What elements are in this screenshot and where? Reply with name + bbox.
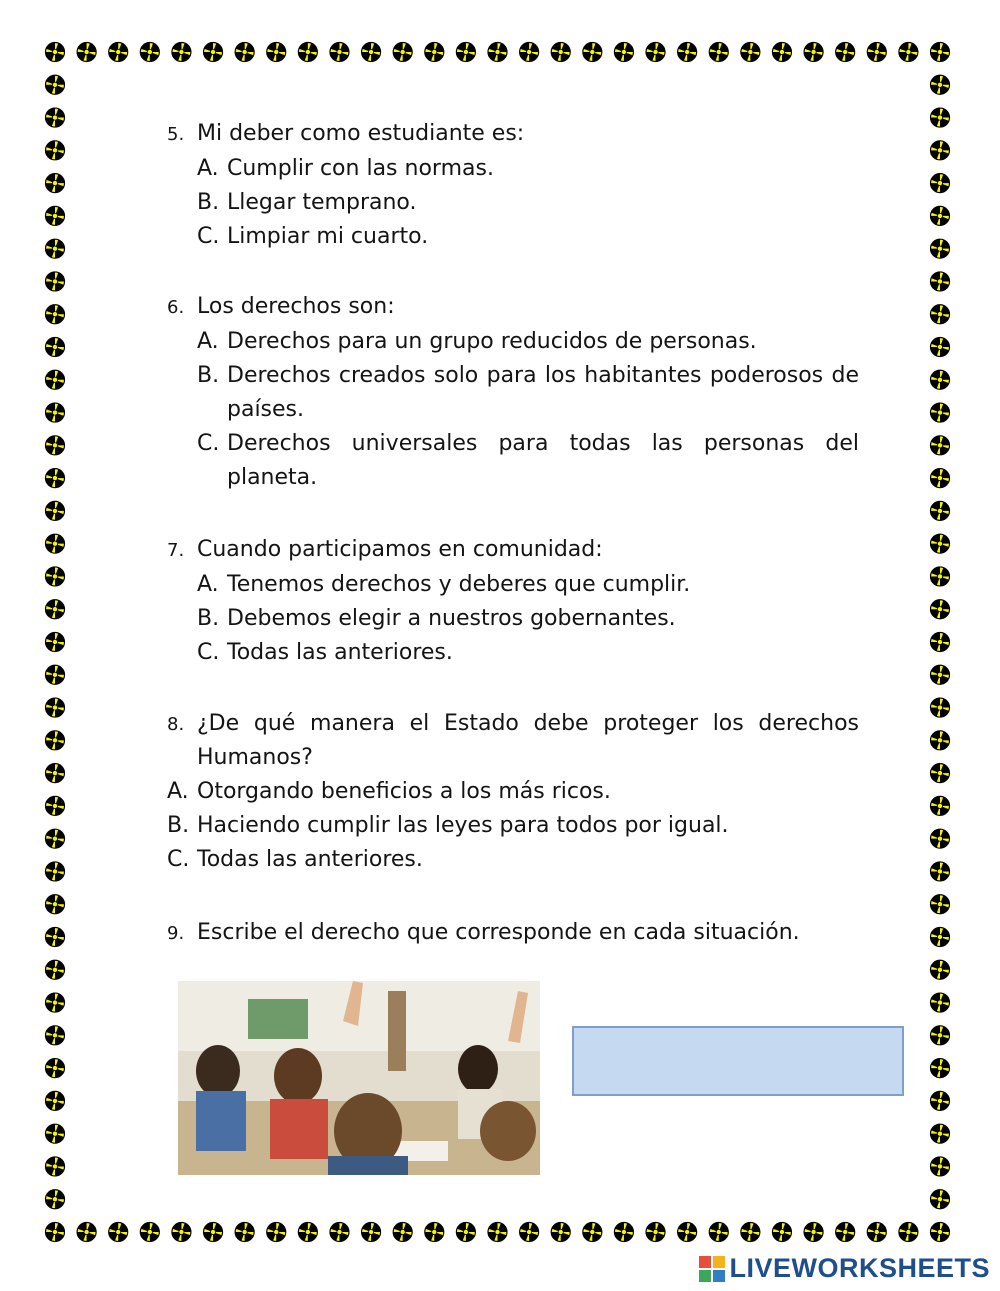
radiation-icon — [583, 1223, 602, 1242]
question-text: Escribe el derecho que corresponde en cada situación. — [197, 920, 800, 945]
radiation-icon — [867, 43, 886, 62]
radiation-icon — [551, 1223, 570, 1242]
radiation-icon — [140, 43, 159, 62]
option-letter: C. — [167, 847, 190, 872]
option-text: Llegar temprano. — [227, 190, 417, 215]
radiation-icon — [393, 43, 412, 62]
radiation-icon — [46, 731, 65, 750]
radiation-icon — [931, 1026, 950, 1045]
question-9 — [167, 916, 859, 951]
option-letter: B. — [167, 813, 190, 838]
option-b[interactable] — [167, 602, 859, 636]
radiation-icon — [614, 43, 633, 62]
radiation-icon — [235, 43, 254, 62]
radiation-icon — [46, 993, 65, 1012]
radiation-icon — [46, 501, 65, 520]
option-letter: C. — [197, 640, 220, 665]
radiation-icon — [804, 43, 823, 62]
radiation-icon — [741, 43, 760, 62]
question-8 — [167, 707, 859, 877]
radiation-icon — [931, 1091, 950, 1110]
radiation-icon — [46, 698, 65, 717]
radiation-icon — [267, 1223, 286, 1242]
radiation-icon — [931, 698, 950, 717]
liveworksheets-logo-icon — [699, 1256, 725, 1282]
radiation-icon — [204, 43, 223, 62]
radiation-icon — [931, 75, 950, 94]
radiation-icon — [931, 764, 950, 783]
option-c[interactable] — [167, 636, 859, 670]
radiation-icon — [46, 239, 65, 258]
option-a[interactable] — [167, 775, 859, 809]
radiation-icon — [46, 665, 65, 684]
radiation-icon — [931, 633, 950, 652]
radiation-icon — [109, 1223, 128, 1242]
option-letter: B. — [197, 363, 220, 388]
radiation-icon — [488, 43, 507, 62]
radiation-icon — [931, 305, 950, 324]
radiation-icon — [804, 1223, 823, 1242]
radiation-icon — [709, 1223, 728, 1242]
option-text: Derechos para un grupo reducidos de personas. — [227, 329, 757, 354]
option-b[interactable] — [167, 359, 859, 427]
radiation-icon — [46, 370, 65, 389]
radiation-icon — [772, 1223, 791, 1242]
option-letter: A. — [197, 572, 219, 597]
radiation-icon — [46, 895, 65, 914]
radiation-icon — [583, 43, 602, 62]
radiation-icon — [646, 43, 665, 62]
radiation-icon — [140, 1223, 159, 1242]
radiation-icon — [646, 1223, 665, 1242]
radiation-icon — [931, 960, 950, 979]
radiation-icon — [393, 1223, 412, 1242]
option-b[interactable] — [167, 809, 859, 843]
option-text: Todas las anteriores. — [197, 847, 423, 872]
radiation-icon — [362, 43, 381, 62]
question-7 — [167, 533, 859, 670]
radiation-icon — [46, 1059, 65, 1078]
radiation-icon — [899, 1223, 918, 1242]
radiation-icon — [46, 469, 65, 488]
logo-text: LIVEWORKSHEETS — [729, 1253, 990, 1283]
radiation-icon — [362, 1223, 381, 1242]
option-c[interactable] — [167, 220, 859, 254]
radiation-icon — [46, 43, 65, 62]
question-text: Mi deber como estudiante es: — [197, 121, 525, 146]
radiation-icon — [46, 764, 65, 783]
option-text: Derechos universales para todas las personas del planeta. — [227, 431, 859, 490]
radiation-icon — [931, 796, 950, 815]
radiation-icon — [931, 534, 950, 553]
radiation-icon — [46, 1124, 65, 1143]
option-letter: A. — [197, 329, 219, 354]
radiation-icon — [425, 1223, 444, 1242]
radiation-icon — [931, 1223, 950, 1242]
option-text: Cumplir con las normas. — [227, 156, 494, 181]
radiation-icon — [298, 43, 317, 62]
radiation-icon — [46, 436, 65, 455]
option-letter: A. — [167, 779, 189, 804]
radiation-icon — [46, 600, 65, 619]
radiation-icon — [172, 43, 191, 62]
option-letter: C. — [197, 431, 220, 456]
radiation-icon — [772, 43, 791, 62]
radiation-icon — [456, 43, 475, 62]
radiation-icon — [46, 829, 65, 848]
radiation-icon — [456, 1223, 475, 1242]
radiation-icon — [741, 1223, 760, 1242]
radiation-icon — [931, 174, 950, 193]
radiation-icon — [46, 567, 65, 586]
question-number: 5. — [167, 124, 185, 145]
radiation-icon — [330, 1223, 349, 1242]
radiation-icon — [931, 1157, 950, 1176]
radiation-icon — [46, 305, 65, 324]
question-5 — [167, 117, 859, 254]
radiation-icon — [46, 796, 65, 815]
radiation-icon — [931, 108, 950, 127]
radiation-icon — [235, 1223, 254, 1242]
radiation-icon — [204, 1223, 223, 1242]
question-number: 6. — [167, 297, 185, 318]
radiation-icon — [330, 43, 349, 62]
radiation-icon — [931, 567, 950, 586]
option-text: Debemos elegir a nuestros gobernantes. — [227, 606, 676, 631]
radiation-icon — [46, 928, 65, 947]
radiation-icon — [46, 633, 65, 652]
radiation-icon — [46, 1091, 65, 1110]
option-b[interactable] — [167, 186, 859, 220]
option-a[interactable] — [167, 152, 859, 186]
radiation-icon — [931, 141, 950, 160]
radiation-icon — [77, 43, 96, 62]
radiation-icon — [931, 1124, 950, 1143]
radiation-icon — [836, 1223, 855, 1242]
radiation-icon — [425, 43, 444, 62]
option-letter: B. — [197, 606, 220, 631]
option-letter: B. — [197, 190, 220, 215]
question-text: ¿De qué manera el Estado debe proteger los derechos Humanos? — [197, 711, 859, 770]
option-a[interactable] — [167, 568, 859, 602]
radiation-icon — [931, 1059, 950, 1078]
radiation-icon — [931, 469, 950, 488]
question-number: 8. — [167, 714, 185, 735]
radiation-icon — [931, 665, 950, 684]
option-letter: A. — [197, 156, 219, 181]
radiation-icon — [520, 43, 539, 62]
classroom-photo — [178, 981, 540, 1175]
option-c[interactable] — [167, 843, 859, 877]
radiation-icon — [46, 272, 65, 291]
radiation-icon — [931, 501, 950, 520]
radiation-icon — [172, 1223, 191, 1242]
radiation-icon — [678, 43, 697, 62]
radiation-icon — [46, 403, 65, 422]
option-c[interactable] — [167, 427, 859, 495]
radiation-icon — [109, 43, 128, 62]
liveworksheets-logo — [699, 1253, 990, 1284]
radiation-icon — [46, 174, 65, 193]
radiation-icon — [46, 75, 65, 94]
radiation-icon — [931, 338, 950, 357]
radiation-icon — [551, 43, 570, 62]
radiation-icon — [931, 370, 950, 389]
radiation-icon — [46, 862, 65, 881]
radiation-icon — [614, 1223, 633, 1242]
option-text: Todas las anteriores. — [227, 640, 453, 665]
radiation-icon — [46, 206, 65, 225]
option-text: Haciendo cumplir las leyes para todos por igual. — [197, 813, 729, 838]
option-text: Otorgando beneficios a los más ricos. — [197, 779, 611, 804]
radiation-icon — [931, 600, 950, 619]
radiation-icon — [520, 1223, 539, 1242]
radiation-icon — [46, 1190, 65, 1209]
radiation-icon — [298, 1223, 317, 1242]
option-a[interactable] — [167, 325, 859, 359]
answer-input-box[interactable] — [572, 1026, 904, 1096]
radiation-icon — [931, 239, 950, 258]
radiation-icon — [931, 829, 950, 848]
question-number: 9. — [167, 923, 185, 944]
option-text: Tenemos derechos y deberes que cumplir. — [227, 572, 691, 597]
radiation-icon — [46, 960, 65, 979]
radiation-icon — [77, 1223, 96, 1242]
radiation-icon — [46, 108, 65, 127]
option-letter: C. — [197, 224, 220, 249]
radiation-icon — [931, 862, 950, 881]
radiation-icon — [931, 436, 950, 455]
radiation-icon — [931, 928, 950, 947]
radiation-icon — [899, 43, 918, 62]
radiation-icon — [488, 1223, 507, 1242]
radiation-icon — [867, 1223, 886, 1242]
radiation-icon — [46, 141, 65, 160]
radiation-icon — [931, 403, 950, 422]
radiation-icon — [709, 43, 728, 62]
radiation-icon — [931, 206, 950, 225]
radiation-icon — [931, 272, 950, 291]
radiation-icon — [931, 43, 950, 62]
question-6 — [167, 290, 859, 495]
radiation-icon — [267, 43, 286, 62]
radiation-icon — [931, 731, 950, 750]
radiation-icon — [46, 1157, 65, 1176]
question-text: Los derechos son: — [197, 294, 395, 319]
radiation-icon — [46, 338, 65, 357]
radiation-icon — [46, 534, 65, 553]
option-text: Limpiar mi cuarto. — [227, 224, 429, 249]
radiation-icon — [931, 895, 950, 914]
radiation-icon — [46, 1026, 65, 1045]
radiation-icon — [836, 43, 855, 62]
radiation-icon — [931, 1190, 950, 1209]
question-text: Cuando participamos en comunidad: — [197, 537, 603, 562]
radiation-icon — [678, 1223, 697, 1242]
question-number: 7. — [167, 540, 185, 561]
option-text: Derechos creados solo para los habitantes poderosos de países. — [227, 363, 859, 422]
radiation-icon — [931, 993, 950, 1012]
radiation-icon — [46, 1223, 65, 1242]
